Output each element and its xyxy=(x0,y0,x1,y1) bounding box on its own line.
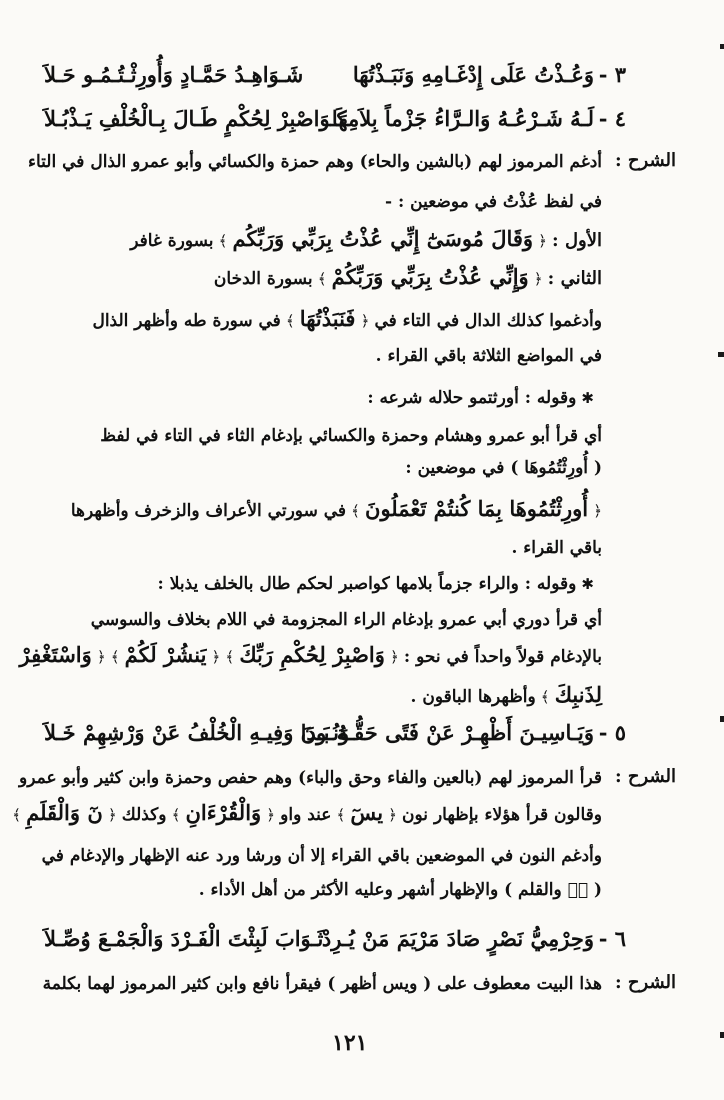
quran-bracket-close: ﴾ xyxy=(12,806,21,824)
text-run: وأظهرها الباقون . xyxy=(410,687,536,707)
quran-quote: يَنشُرْ لَكُمْ xyxy=(124,642,207,667)
quran-quote: وَاصْبِرْ لِحُكْمِ رَبِّكَ xyxy=(239,642,385,667)
star-icon: ✱ xyxy=(581,389,594,407)
quran-bracket-open: ﴿ xyxy=(211,648,221,666)
verse-line xyxy=(0,926,724,956)
paragraph-line: في المواضع الثلاثة باقي القراء . xyxy=(375,346,602,366)
quran-quote: لِذَنبِكَ xyxy=(554,682,602,707)
quran-bracket-open: ﴿ xyxy=(389,648,399,666)
quran-bracket-open: ﴿ xyxy=(538,232,547,250)
verse-first-hemistich: وَحِرْمِيُّ نَصْرٍ صَادَ مَرْيَمَ مَنْ يُـرِدْ xyxy=(321,926,594,951)
note-heading xyxy=(158,574,594,594)
sharh-label: الشرح : xyxy=(614,766,676,787)
paragraph-line: وأدغم النون في الموضعين باقي القراء إلا أن ورشا ورد عنه الإظهار والإدغام في xyxy=(41,846,602,866)
quran-bracket-close: ﴾ xyxy=(218,232,228,250)
quran-quote: يسٓ xyxy=(350,800,384,825)
note-title: وقوله : أورثتمو حلاله شرعه : xyxy=(367,388,577,408)
quran-quote: أُورِثْتُمُوهَا بِمَا كُنتُمْ تَعْمَلُونَ xyxy=(365,496,589,521)
verse-number: ٦ - xyxy=(598,926,626,951)
margin-mark xyxy=(720,1032,724,1038)
quran-bracket-open: ﴿ xyxy=(360,312,370,330)
paragraph-line: قرأ المرموز لهم (بالعين والفاء وحق والباء) وهم حفص وحمزة وابن كثير وأبو عمرو xyxy=(19,768,602,788)
star-icon: ✱ xyxy=(581,575,594,593)
quran-bracket-open: ﴿ xyxy=(107,806,117,824)
verse-second-hemistich: شَـوَاهِـدُ حَمَّـادٍ وَأُورِثْـتُـمُـو حَـلاَ xyxy=(44,62,304,87)
surah-reference: بسورة غافر xyxy=(130,231,214,251)
quran-bracket-close: ﴾ xyxy=(285,312,295,330)
paragraph-line: أي قرأ دوري أبي عمرو بإدغام الراء المجزومة في اللام بخلاف والسوسي xyxy=(90,610,602,630)
quran-quote: وَقَالَ مُوسَىٰٓ إِنِّي عُذْتُ بِرَبِّي وَرَبِّكُم xyxy=(232,226,534,251)
note-heading xyxy=(367,388,594,408)
text-run: بالإدغام قولاً واحداً في نحو : xyxy=(403,647,602,667)
text-run: في سورتي الأعراف والزخرف وأظهرها xyxy=(70,501,347,521)
second-label: الثاني : xyxy=(547,268,602,289)
surah-reference: بسورة الدخان xyxy=(213,269,313,289)
paragraph-line: أي قرأ أبو عمرو وهشام وحمزة والكسائي بإدغام الثاء في التاء في لفظ xyxy=(100,426,602,446)
quran-quote: وَالْقُرْءَانِ xyxy=(185,800,262,825)
paragraph-line xyxy=(92,306,602,331)
verse-first-hemistich: وَعُـذْتُ عَلَى إِدْغَـامِهِ وَنَبَـذْتُهَا xyxy=(352,62,594,87)
quran-bracket-close: ﴾ xyxy=(171,806,181,824)
paragraph-line: أدغم المرموز لهم (بالشين والحاء) وهم حمزة والكسائي وأبو عمرو الذال في التاء xyxy=(28,152,602,172)
text-run: وقالون قرأ هؤلاء بإظهار نون xyxy=(402,805,602,825)
quran-bracket-close: ﴾ xyxy=(225,648,235,666)
quran-bracket-close: ﴾ xyxy=(317,270,327,288)
first-label: الأول : xyxy=(552,230,602,251)
quran-bracket-close: ﴾ xyxy=(351,502,360,520)
page-number: ١٢١ xyxy=(332,1030,368,1056)
verse-first-hemistich: وَيَـاسِيـنَ أَظْهِـرْ عَنْ فَتًى حَقُّـهُ بَـدَا xyxy=(300,720,594,745)
margin-mark xyxy=(718,352,724,357)
quran-bracket-close: ﴾ xyxy=(110,648,120,666)
text-run: عند واو xyxy=(280,805,332,825)
verse-second-hemistich: وَنُـونَ وَفِيـهِ الْخُلْفُ عَنْ وَرْشِهِمْ خَـلاَ xyxy=(44,720,350,745)
quran-quote: فَنَبَذْتُهَا xyxy=(299,306,356,331)
paragraph-line: باقي القراء . xyxy=(511,538,602,558)
quote-line xyxy=(130,226,602,251)
quran-bracket-open: ﴿ xyxy=(266,806,276,824)
quran-quote: وَإِنِّي عُذْتُ بِرَبِّي وَرَبِّكُمْ xyxy=(331,264,529,289)
sharh-label: الشرح : xyxy=(614,972,676,993)
quran-bracket-open: ﴿ xyxy=(388,806,397,824)
verse-number: ٥ - xyxy=(598,720,626,745)
quran-bracket-open: ﴿ xyxy=(593,502,602,520)
verse-first-hemistich: لَـهُ شَـرْعُـهُ وَالـرَّاءُ جَزْماً بِلاَمِهَا xyxy=(331,106,594,131)
quran-bracket-open: ﴿ xyxy=(96,648,106,666)
verse-second-hemistich: كَـوَاصْبِرْ لِحُكْمٍ طَـالَ بِـالْخُلْفِ يَـذْبُـلاَ xyxy=(44,106,347,131)
quran-quote: وَاسْتَغْفِرْ xyxy=(19,642,92,667)
quran-bracket-close: ﴾ xyxy=(336,806,346,824)
text-run: وأدغموا كذلك الدال في التاء في xyxy=(374,311,602,331)
quran-bracket-open: ﴿ xyxy=(533,270,543,288)
verse-line xyxy=(0,106,724,136)
paragraph-line: ( نۤ والقلم ) والإظهار أشهر وعليه الأكثر من أهل الأداء . xyxy=(198,880,602,900)
margin-mark xyxy=(720,44,724,49)
quote-line xyxy=(214,264,602,289)
quran-quote: نٓ وَالْقَلَمِ xyxy=(26,800,103,825)
paragraph-line: ( أُورِثْتُمُوهَا ) في موضعين : xyxy=(405,458,602,478)
quote-line xyxy=(20,642,602,667)
verse-number: ٤ - xyxy=(598,106,626,131)
verse-number: ٣ - xyxy=(598,62,626,87)
paragraph-line: هذا البيت معطوف على ( ويس أظهر ) فيقرأ نافع وابن كثير المرموز لهما بكلمة xyxy=(42,974,602,994)
paragraph-line: في لفظ عُذْتُ في موضعين : - xyxy=(384,192,602,212)
verse-line xyxy=(0,62,724,92)
verse-line xyxy=(0,720,724,750)
quote-line xyxy=(411,682,602,707)
quote-line xyxy=(12,800,602,825)
quran-bracket-close: ﴾ xyxy=(540,688,550,706)
text-run: وكذلك xyxy=(121,805,167,825)
text-run: في سورة طه وأظهر الذال xyxy=(92,311,281,331)
quote-line xyxy=(71,496,602,521)
sharh-label: الشرح : xyxy=(614,150,676,171)
note-title: وقوله : والراء جزماً بلامها كواصبر لحكم طال بالخلف يذبلا : xyxy=(157,574,577,594)
verse-second-hemistich: ثَـوَابَ لَبِثْتَ الْفَـرْدَ وَالْجَمْـعَ وُصِّـلاَ xyxy=(44,926,324,951)
